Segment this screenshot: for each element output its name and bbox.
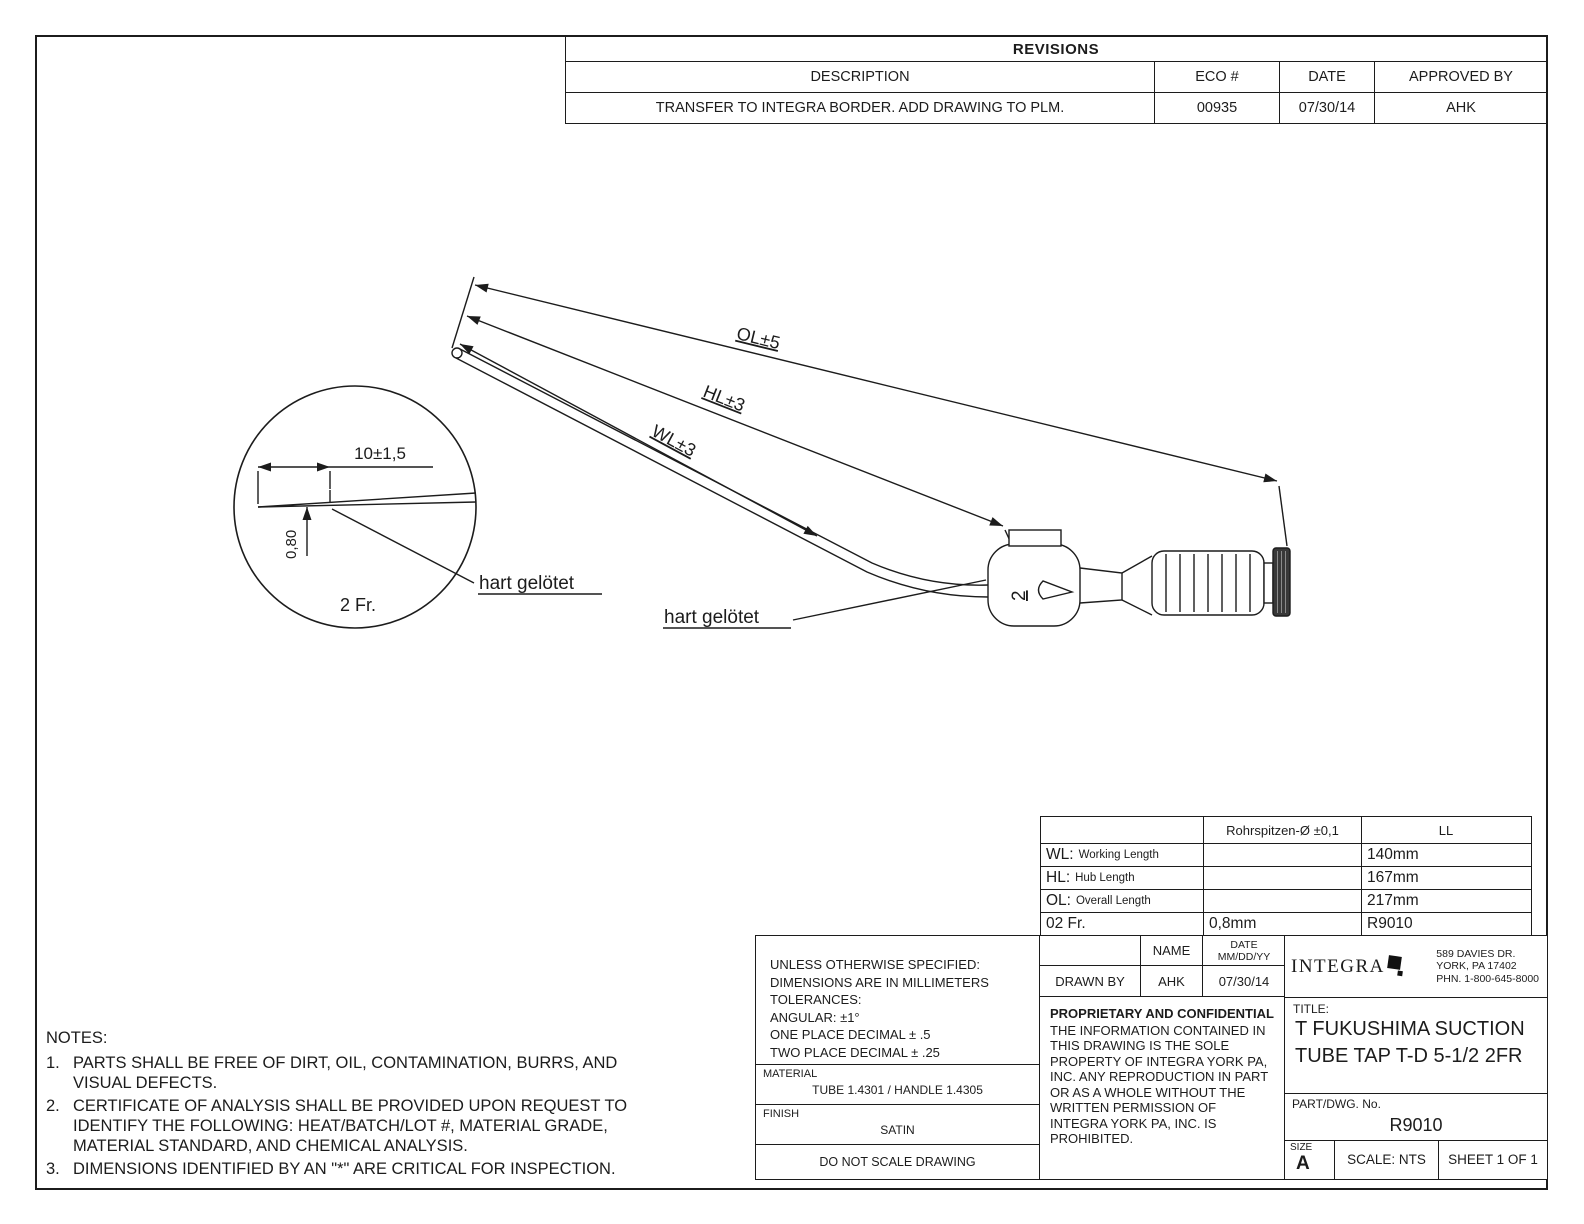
address-line: 589 DAVIES DR.	[1436, 947, 1516, 960]
address-line: PHN. 1-800-645-8000	[1436, 972, 1539, 985]
dim-working-label: WL±3	[648, 420, 700, 461]
wl-name: Working Length	[1078, 849, 1159, 861]
drawing-title-cell	[1285, 998, 1547, 1094]
note-item	[46, 1053, 646, 1093]
revisions-col-approved: APPROVED BY	[1374, 62, 1547, 92]
spec-line: DIMENSIONS ARE IN MILLIMETERS	[770, 974, 989, 990]
note-number: 1.	[46, 1054, 60, 1072]
note-item	[46, 1096, 646, 1156]
part-number-cell	[1285, 1094, 1547, 1141]
ol-dia	[1203, 890, 1361, 912]
revisions-col-eco: ECO #	[1154, 62, 1279, 92]
spec-line: UNLESS OTHERWISE SPECIFIED:	[770, 957, 980, 972]
revision-approved-by: AHK	[1374, 93, 1547, 123]
revisions-col-description: DESCRIPTION	[810, 69, 910, 85]
revision-description: TRANSFER TO INTEGRA BORDER. ADD DRAWING TO PLM.	[655, 100, 1065, 116]
spec-line: TOLERANCES:	[770, 992, 862, 1007]
material-cell	[756, 1064, 1039, 1104]
company-address	[1436, 948, 1539, 986]
do-not-scale-note: DO NOT SCALE DRAWING	[756, 1144, 1039, 1179]
tip-detail-geometry	[258, 490, 476, 507]
ol-name: Overall Length	[1075, 895, 1151, 907]
hl-name: Hub Length	[1075, 872, 1135, 884]
dim-row-wl	[1041, 843, 1531, 866]
hl-dia	[1203, 867, 1361, 889]
nd-name-header: NAME	[1140, 936, 1202, 966]
material-value: TUBE 1.4301 / HANDLE 1.4305	[812, 1083, 983, 1097]
sheet-cell: SHEET 1 OF 1	[1448, 1152, 1538, 1167]
notes-title: NOTES:	[46, 1029, 108, 1047]
finish-cell	[756, 1104, 1039, 1144]
drawing-title-line1: T FUKUSHIMA SUCTION	[1295, 1018, 1525, 1040]
spec-line: ONE PLACE DECIMAL ± .5	[770, 1027, 931, 1042]
hl-abbr: HL:	[1046, 869, 1071, 886]
braze-note-detail-label: hart gelötet	[479, 573, 575, 594]
size-dia: 0,8mm	[1203, 913, 1361, 935]
size-value: R9010	[1361, 913, 1530, 935]
note-number: 3.	[46, 1160, 60, 1178]
ol-value: 217mm	[1361, 890, 1530, 912]
braze-note-hub-label: hart gelötet	[664, 607, 760, 628]
title-block-right	[1284, 936, 1547, 1179]
note-item	[46, 1159, 646, 1179]
revision-eco-number: 00935	[1154, 93, 1279, 123]
dim-row-ol	[1041, 889, 1531, 912]
dim-detail-thickness-label: 0,80	[283, 529, 300, 559]
company-row	[1285, 936, 1547, 998]
drawn-by-name: AHK	[1140, 966, 1202, 997]
part-number: R9010	[1389, 1115, 1443, 1135]
revisions-title: REVISIONS	[566, 37, 1546, 62]
note-text: PARTS SHALL BE FREE OF DIRT, OIL, CONTAMINATION, BURRS, AND VISUAL DEFECTS.	[73, 1054, 618, 1092]
dim-hub-label: HL±3	[700, 381, 748, 416]
drawn-by-label: DRAWN BY	[1040, 966, 1140, 997]
size-value: A	[1296, 1153, 1310, 1174]
detail-width-dimension	[258, 467, 433, 504]
integra-logo: INTEGRA	[1291, 955, 1385, 977]
part-label: PART/DWG. No.	[1292, 1097, 1381, 1111]
dimension-table	[1040, 816, 1532, 936]
note-text: CERTIFICATE OF ANALYSIS SHALL BE PROVIDED UPON REQUEST TO IDENTIFY THE FOLLOWING: HEAT/BATCH/LOT #, MATERIAL GRADE, MATERIAL STANDARD, AND CHEMICAL ANALYSIS.	[73, 1097, 628, 1155]
ol-abbr: OL:	[1046, 892, 1071, 909]
finish-label: FINISH	[763, 1108, 800, 1120]
size-scale-sheet-row	[1285, 1141, 1547, 1179]
nd-blank	[1040, 936, 1140, 966]
overall-length-dimension	[475, 285, 1287, 546]
revisions-col-date: DATE	[1279, 62, 1374, 92]
hub-size-marking: 2	[1009, 590, 1030, 601]
detail-size-label: 2 Fr.	[339, 595, 377, 615]
size-abbr: 02 Fr.	[1046, 915, 1086, 932]
drawn-by-date: 07/30/14	[1202, 966, 1285, 997]
revision-date: 07/30/14	[1279, 93, 1374, 123]
knurled-end-cap	[1264, 548, 1290, 616]
name-date-table	[1040, 936, 1284, 997]
title-label: TITLE:	[1293, 1002, 1330, 1016]
approval-and-proprietary	[1039, 936, 1284, 1179]
spec-line: TWO PLACE DECIMAL ± .25	[770, 1044, 940, 1060]
address-line: YORK, PA 17402	[1436, 960, 1517, 973]
proprietary-text: THE INFORMATION CONTAINED IN THIS DRAWING IS THE SOLE PROPERTY OF INTEGRA YORK PA, INC. ANY REPRODUCTION IN PART OR AS A WHOLE WITHOUT THE WRITTEN PERMISSION OF INTEGRA YORK PA, INC. IS PROHIBITED.	[1050, 1022, 1268, 1146]
corrugated-grip	[1152, 551, 1264, 615]
proprietary-notice	[1040, 997, 1284, 1147]
dim-header-ll: LL	[1361, 817, 1530, 843]
wl-dia	[1203, 844, 1361, 866]
dim-header-tip-diameter: Rohrspitzen-Ø ±0,1	[1203, 817, 1361, 843]
proprietary-title: PROPRIETARY AND CONFIDENTIAL	[1050, 1006, 1274, 1021]
hub-connector	[1080, 556, 1152, 615]
nd-date-header: DATE MM/DD/YY	[1202, 936, 1285, 966]
integra-logo-mark	[1387, 955, 1402, 970]
material-label: MATERIAL	[763, 1068, 818, 1080]
working-length-dimension	[460, 344, 817, 536]
finish-value: SATIN	[880, 1123, 915, 1137]
note-text: DIMENSIONS IDENTIFIED BY AN "*" ARE CRITICAL FOR INSPECTION.	[73, 1160, 616, 1178]
title-block	[755, 935, 1548, 1180]
hl-value: 167mm	[1361, 867, 1530, 889]
dim-row-hl	[1041, 866, 1531, 889]
note-number: 2.	[46, 1097, 60, 1115]
scale-cell: SCALE: NTS	[1335, 1141, 1439, 1179]
wl-abbr: WL:	[1046, 846, 1074, 863]
dimension-table-header	[1041, 817, 1531, 843]
notes-section	[46, 1028, 646, 1182]
dim-row-size	[1041, 912, 1531, 935]
size-cell	[1285, 1141, 1335, 1179]
size-label: SIZE	[1290, 1142, 1313, 1153]
dim-detail-width-label: 10±1,5	[354, 444, 406, 463]
dim-header-blank	[1041, 817, 1203, 843]
dim-overall-label: OL±5	[734, 323, 783, 354]
spec-line: ANGULAR: ±1°	[770, 1009, 860, 1025]
suction-hub	[988, 530, 1080, 626]
tip-extension-line	[452, 277, 474, 348]
drawing-title-line2: TUBE TAP T-D 5-1/2 2FR	[1295, 1045, 1523, 1067]
wl-value: 140mm	[1361, 844, 1530, 866]
tolerance-spec	[756, 936, 1039, 1064]
